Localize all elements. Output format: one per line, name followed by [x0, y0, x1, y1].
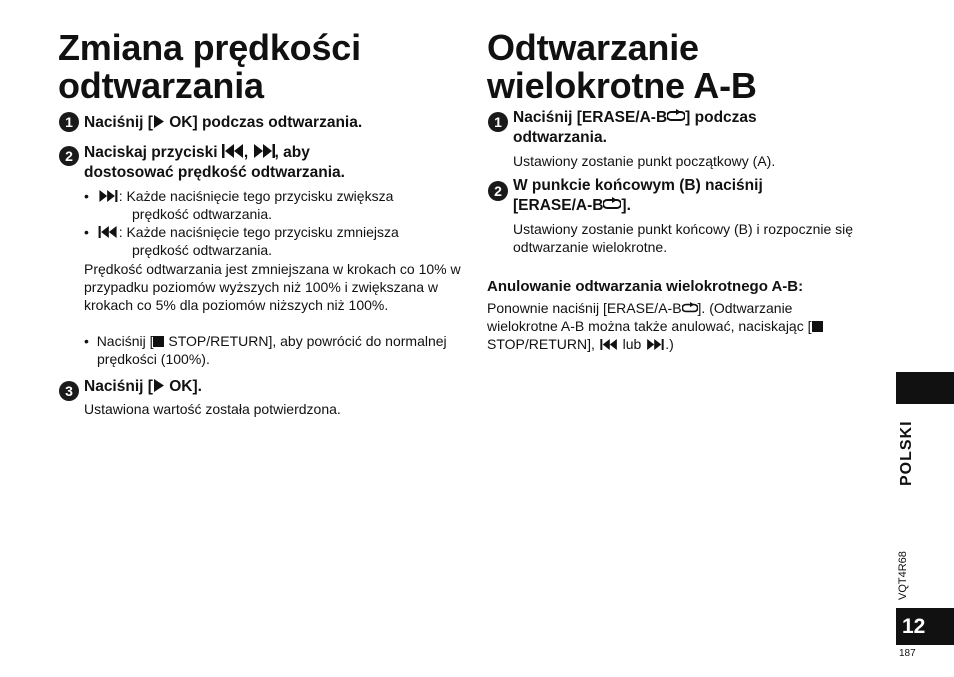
left-title [58, 29, 361, 105]
page-number: 12 [902, 615, 926, 638]
step-heading [84, 377, 202, 397]
bullet-text: prędkość odtwarzania. [132, 206, 273, 222]
step-heading-part: ]. [621, 197, 631, 214]
bullet-item: • Naciśnij [ STOP/RETURN], aby powrócić do normalnej prędkości (100%). [84, 333, 447, 367]
stop-icon [812, 321, 823, 332]
step-heading-part: OK]. [164, 378, 202, 395]
cancel-text-part: ]. (Odtwarzanie wielokrotne A-B można także anulować, naciskając [ [487, 300, 812, 334]
cancel-heading: Anulowanie odtwarzania wielokrotnego A-B: [487, 278, 804, 295]
step-heading-part: W punkcie końcowym (B) naciśnij [513, 177, 763, 194]
left-title-line1: Zmiana prędkości [58, 27, 361, 68]
step-number: 2 [488, 181, 508, 201]
skip-forward-icon [645, 339, 665, 350]
step-number: 2 [59, 146, 79, 166]
model-code: VQT4R68 [897, 551, 909, 600]
step-heading-part: Naciśnij [ [84, 114, 153, 131]
step-description: Ustawiona wartość została potwierdzona. [84, 401, 341, 417]
bullet-text: : Każde naciśnięcie tego przycisku zwiększa [118, 188, 394, 204]
page-number-small: 187 [899, 648, 916, 659]
step-description: Ustawiony zostanie punkt końcowy (B) i rozpocznie się odtwarzanie wielokrotne. [513, 221, 854, 255]
language-label: POLSKI [898, 420, 915, 486]
step-heading-part: , aby [274, 144, 310, 161]
step-number: 1 [488, 112, 508, 132]
step-heading [513, 108, 873, 148]
bullet-text: prędkość odtwarzania. [132, 242, 273, 258]
step-heading [84, 143, 464, 183]
skip-back-icon [222, 144, 244, 158]
paragraph: Prędkość odtwarzania jest zmniejszana w krokach co 10% w przypadku poziomów wyższych niż 100% i zwiększana w krokach co 5% dla poziomów niższych niż 100%. [84, 261, 461, 313]
right-title-line2: wielokrotne A-B [487, 65, 757, 106]
step-heading-part: odtwarzania. [513, 129, 607, 146]
play-icon [153, 115, 165, 128]
bullet-text: Naciśnij [ [96, 333, 154, 349]
step-heading-part: , [243, 144, 253, 161]
cancel-text-part: .) [665, 336, 674, 352]
bullet-text: : Każde naciśnięcie tego przycisku zmniejsza [118, 224, 399, 240]
step-description: Ustawiony zostanie punkt początkowy (A). [513, 153, 776, 169]
step-number: 1 [59, 112, 79, 132]
step-number: 3 [59, 381, 79, 401]
cancel-text-part: Ponownie naciśnij [ERASE/A-B [487, 300, 682, 316]
step-heading-part: Naciśnij [ERASE/A-B [513, 109, 668, 126]
step-heading [84, 113, 362, 133]
play-icon [153, 379, 165, 392]
step-heading-part: [ERASE/A-B [513, 197, 604, 214]
step-heading-part: Naciskaj przyciski [84, 144, 222, 161]
step-heading-part: ] podczas [685, 109, 757, 126]
skip-back-icon [97, 226, 119, 238]
left-title-line2: odtwarzania [58, 65, 264, 106]
step-heading [513, 176, 873, 216]
step-heading-part: dostosować prędkość odtwarzania. [84, 164, 345, 181]
page-number-box [896, 608, 954, 645]
cancel-text-part: STOP/RETURN], [487, 336, 599, 352]
skip-forward-icon [97, 190, 119, 202]
right-title [487, 29, 757, 105]
repeat-icon [603, 197, 621, 211]
right-title-line1: Odtwarzanie [487, 27, 699, 68]
bullet-item: • : Każde naciśnięcie tego przycisku zwiększa prędkość odtwarzania. • : Każde naciśnięcie tego przycisku zmniejsza prędkość odtwarzania. [84, 187, 464, 259]
cancel-text [487, 299, 857, 353]
step-heading-part: Naciśnij [ [84, 378, 153, 395]
repeat-icon [682, 302, 698, 314]
bullet-text: STOP/RETURN], aby powrócić do normalnej prędkości (100%). [97, 333, 447, 367]
step-heading-part: OK] podczas odtwarzania. [164, 114, 363, 131]
stop-icon [153, 336, 164, 347]
cancel-text-part: lub [618, 336, 646, 352]
skip-forward-icon [253, 144, 275, 158]
language-tab-marker [896, 372, 954, 404]
repeat-icon [667, 109, 685, 123]
skip-back-icon [599, 339, 619, 350]
